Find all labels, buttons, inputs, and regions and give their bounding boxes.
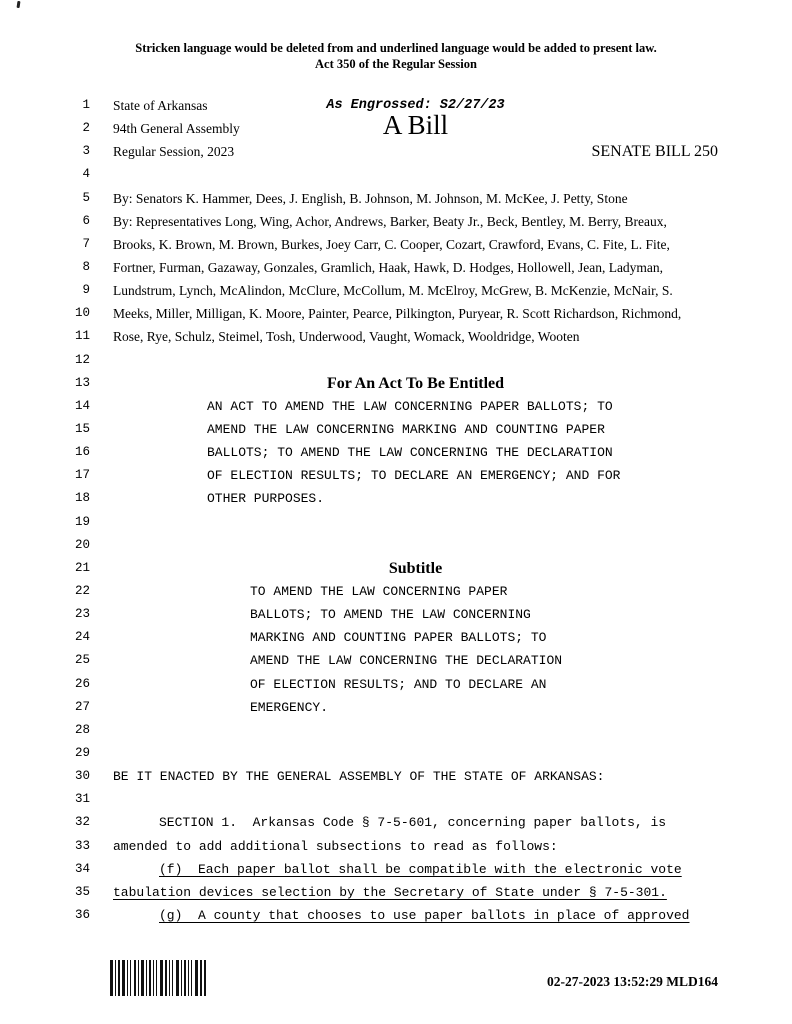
document-line xyxy=(72,372,718,395)
document-line xyxy=(72,788,718,811)
line-text: (f) Each paper ballot shall be compatible with the electronic vote xyxy=(159,861,682,877)
document-line xyxy=(72,649,718,672)
line-text: Rose, Rye, Schulz, Steimel, Tosh, Underwood, Vaught, Womack, Wooldridge, Wooten xyxy=(113,329,580,345)
line-text: By: Representatives Long, Wing, Achor, Andrews, Barker, Beaty Jr., Beck, Bentley, M. Berry, Breaux, xyxy=(113,213,667,229)
line-text: BE IT ENACTED BY THE GENERAL ASSEMBLY OF THE STATE OF ARKANSAS: xyxy=(113,769,605,785)
document-line xyxy=(72,110,718,141)
document-line xyxy=(72,187,718,210)
line-text: 94th General Assembly xyxy=(113,121,240,137)
line-text xyxy=(113,511,718,534)
line-number: 2 xyxy=(82,121,90,136)
line-number: 6 xyxy=(82,213,90,228)
line-number: 5 xyxy=(82,190,90,205)
document-line xyxy=(72,765,718,788)
line-number: 27 xyxy=(74,699,90,714)
line-text: OF ELECTION RESULTS; TO DECLARE AN EMERGENCY; AND FOR xyxy=(207,468,621,484)
document-line xyxy=(72,811,718,834)
line-number: 3 xyxy=(82,144,90,159)
line-text xyxy=(113,719,718,742)
line-number: 34 xyxy=(74,861,90,876)
line-text: EMERGENCY. xyxy=(250,699,329,715)
document-line xyxy=(72,534,718,557)
line-text: Subtitle xyxy=(388,559,443,577)
line-text: By: Senators K. Hammer, Dees, J. English, B. Johnson, M. Johnson, M. McKee, J. Petty, Stone xyxy=(113,190,628,206)
line-text: For An Act To Be Entitled xyxy=(326,374,505,392)
document-line xyxy=(72,719,718,742)
line-number: 21 xyxy=(74,560,90,575)
line-text: SECTION 1. Arkansas Code § 7-5-601, concerning paper ballots, is xyxy=(159,815,667,831)
line-text: BALLOTS; TO AMEND THE LAW CONCERNING xyxy=(250,607,531,623)
line-number: 29 xyxy=(74,745,90,760)
barcode xyxy=(110,960,206,996)
line-number: 35 xyxy=(74,884,90,899)
engrossed-stamp: As Engrossed: S2/27/23 xyxy=(326,98,505,113)
document-line xyxy=(72,742,718,765)
line-number: 30 xyxy=(74,769,90,784)
document-line xyxy=(72,325,718,348)
line-number: 36 xyxy=(74,907,90,922)
line-text: TO AMEND THE LAW CONCERNING PAPER xyxy=(250,583,508,599)
document-line xyxy=(72,140,718,163)
line-text: AMEND THE LAW CONCERNING MARKING AND COUNTING PAPER xyxy=(207,421,605,437)
line-number: 11 xyxy=(74,329,90,344)
document-line xyxy=(72,511,718,534)
document-line xyxy=(72,487,718,510)
line-number: 25 xyxy=(74,653,90,668)
line-number: 26 xyxy=(74,676,90,691)
line-text: Meeks, Miller, Milligan, K. Moore, Painter, Pearce, Pilkington, Puryear, R. Scott Richardson, Richmond, xyxy=(113,306,682,322)
document-line xyxy=(72,881,718,904)
document-line xyxy=(72,904,718,927)
line-number: 19 xyxy=(74,514,90,529)
line-text: Brooks, K. Brown, M. Brown, Burkes, Joey Carr, C. Cooper, Cozart, Crawford, Evans, C. Fite, L. Fite, xyxy=(113,236,670,252)
bill-number: SENATE BILL 250 xyxy=(591,143,718,161)
line-text: State of Arkansas xyxy=(113,98,208,113)
line-number: 12 xyxy=(74,352,90,367)
scan-artifact-mark xyxy=(17,1,21,8)
document-line xyxy=(72,580,718,603)
document-line xyxy=(72,858,718,881)
line-text xyxy=(113,534,718,557)
act-number-line: Act 350 of the Regular Session xyxy=(315,57,477,71)
document-line xyxy=(72,626,718,649)
bill-title: A Bill xyxy=(382,110,449,141)
document-line xyxy=(72,835,718,858)
line-text: Regular Session, 2023 xyxy=(113,144,235,160)
line-text: OTHER PURPOSES. xyxy=(207,491,325,507)
line-number: 4 xyxy=(82,167,90,182)
document-line xyxy=(72,163,718,186)
document-line xyxy=(72,395,718,418)
document-line xyxy=(72,557,718,580)
document-line xyxy=(72,349,718,372)
line-text: BALLOTS; TO AMEND THE LAW CONCERNING THE DECLARATION xyxy=(207,445,613,461)
line-number: 22 xyxy=(74,583,90,598)
line-text: MARKING AND COUNTING PAPER BALLOTS; TO xyxy=(250,630,547,646)
line-number: 33 xyxy=(74,838,90,853)
line-text: AN ACT TO AMEND THE LAW CONCERNING PAPER BALLOTS; TO xyxy=(207,398,613,414)
line-text: tabulation devices selection by the Secretary of State under § 7-5-301. xyxy=(113,884,667,900)
line-text xyxy=(113,788,718,811)
line-number: 13 xyxy=(74,375,90,390)
line-text: Lundstrum, Lynch, McAlindon, McClure, McCollum, M. McElroy, McGrew, B. McKenzie, McNair, S. xyxy=(113,283,673,299)
document-lines xyxy=(72,94,718,927)
line-number: 8 xyxy=(82,259,90,274)
document-line xyxy=(72,464,718,487)
line-number: 1 xyxy=(82,98,90,112)
document-line xyxy=(72,418,718,441)
document-line xyxy=(72,673,718,696)
document-line xyxy=(72,210,718,233)
line-number: 18 xyxy=(74,491,90,506)
line-text: AMEND THE LAW CONCERNING THE DECLARATION xyxy=(250,653,563,669)
document-line xyxy=(72,302,718,325)
line-text: OF ELECTION RESULTS; AND TO DECLARE AN xyxy=(250,676,547,692)
line-text: Fortner, Furman, Gazaway, Gonzales, Gramlich, Haak, Hawk, D. Hodges, Hollowell, Jean, Ladyman, xyxy=(113,259,664,275)
document-line xyxy=(72,233,718,256)
document-header xyxy=(0,40,792,72)
line-text: amended to add additional subsections to read as follows: xyxy=(113,838,558,854)
line-number: 28 xyxy=(74,722,90,737)
line-number: 16 xyxy=(74,445,90,460)
line-number: 23 xyxy=(74,607,90,622)
document-line xyxy=(72,603,718,626)
line-number: 31 xyxy=(74,792,90,807)
line-number: 24 xyxy=(74,630,90,645)
line-text: (g) A county that chooses to use paper ballots in place of approved xyxy=(159,907,690,923)
document-line xyxy=(72,279,718,302)
line-text xyxy=(113,349,718,372)
line-number: 7 xyxy=(82,236,90,251)
line-number: 32 xyxy=(74,815,90,830)
line-number: 17 xyxy=(74,468,90,483)
line-text xyxy=(113,742,718,765)
document-line xyxy=(72,441,718,464)
line-text xyxy=(113,163,718,186)
footer-timestamp: 02-27-2023 13:52:29 MLD164 xyxy=(547,974,718,989)
stricken-underlined-notice: Stricken language would be deleted from and underlined language would be added to present law. xyxy=(135,41,657,55)
line-number: 9 xyxy=(82,283,90,298)
line-number: 14 xyxy=(74,398,90,413)
line-number: 15 xyxy=(74,421,90,436)
document-line xyxy=(72,256,718,279)
line-number: 10 xyxy=(74,306,90,321)
line-number: 20 xyxy=(74,537,90,552)
document-line xyxy=(72,696,718,719)
